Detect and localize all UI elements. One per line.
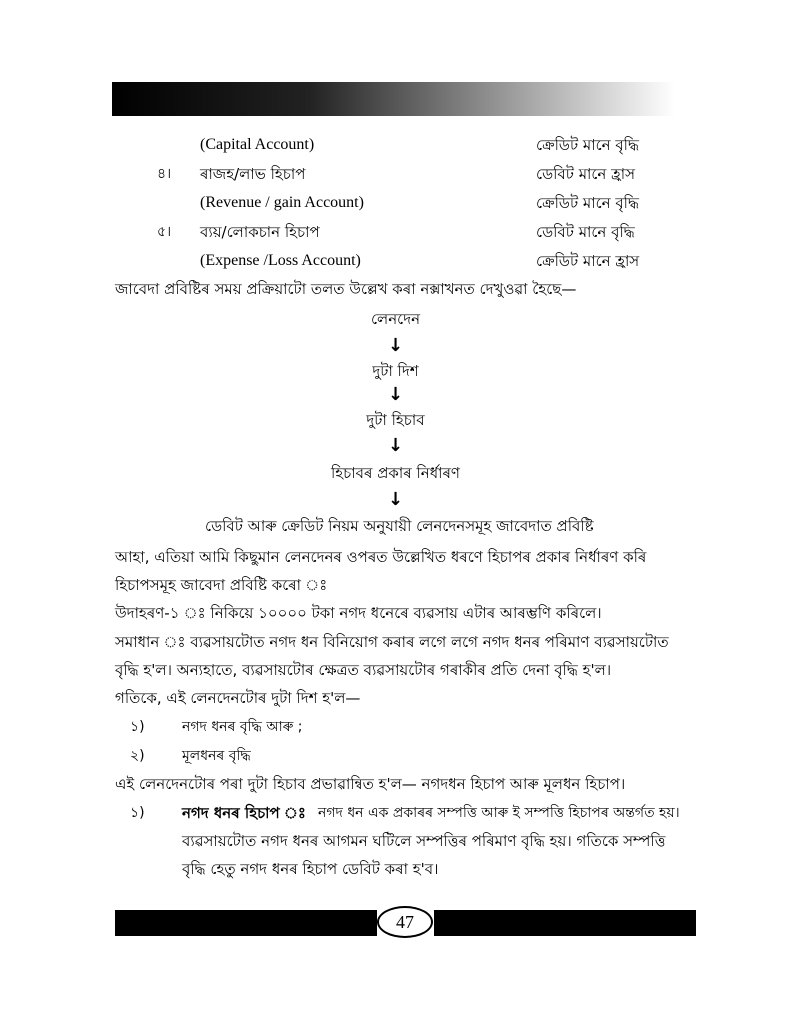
- flow-step: হিচাবৰ প্ৰকাৰ নিৰ্ধাৰণ: [331, 464, 460, 482]
- down-arrow-icon: ↓: [387, 435, 404, 456]
- flow-step: ডেবিট আৰু ক্ৰেডিট নিয়ম অনুযায়ী লেনদেনসমূহ জাবেদাত প্ৰবিষ্টি: [205, 517, 594, 535]
- header-gradient-bar: [112, 82, 675, 116]
- list-number: ১): [130, 719, 145, 735]
- page-number: 47: [377, 906, 433, 938]
- list-item: নগদ ধনৰ বৃদ্ধি আৰু ;: [182, 719, 303, 735]
- cash-account-text: নগদ ধন এক প্ৰকাৰৰ সম্পত্তি আৰু ই সম্পত্তি হিচাপৰ অন্তৰ্গত হয়।: [318, 805, 680, 821]
- list-number: ১): [130, 805, 145, 821]
- footer-bar-right: [434, 910, 696, 936]
- intro-line: জাবেদা প্ৰবিষ্টিৰ সময় প্ৰক্ৰিয়াটো তলত উল্লেখ কৰা নক্সাখনত দেখুওৱা হৈছে—: [115, 280, 577, 298]
- affected-accounts-line: এই লেনদেনটোৰ পৰা দুটা হিচাব প্ৰভাৱান্বিত হ'ল— নগদধন হিচাপ আৰু মূলধন হিচাপ।: [115, 775, 626, 793]
- account-name: ৰাজহ/লাভ হিচাপ: [200, 165, 306, 183]
- solution-line: বৃদ্ধি হ'ল। অন্যহাতে, ব্যৱসায়টোৰ ক্ষেত্ৰত ব্যৱসায়টোৰ গৰাকীৰ প্ৰতি দেনা বৃদ্ধি হ'ল।: [115, 661, 612, 679]
- cash-account-text: বৃদ্ধি হেতু নগদ ধনৰ হিচাপ ডেবিট কৰা হ'ব।: [182, 860, 439, 878]
- footer-bar-left: [115, 910, 377, 936]
- paragraph-line: আহা, এতিয়া আমি কিছুমান লেনদেনৰ ওপৰত উল্লেখিত ধৰণে হিচাপৰ প্ৰকাৰ নিৰ্ধাৰণ কৰি: [115, 548, 647, 566]
- flow-step: লেনদেন: [370, 310, 421, 328]
- example-line: উদাহৰণ-১ ঃ নিকিয়ে ১০০০০ টকা নগদ ধনেৰে ব্যৱসায় এটাৰ আৰম্ভণি কৰিলে।: [115, 604, 602, 622]
- flow-step: দুটা হিচাব: [366, 411, 425, 429]
- account-rule: ক্ৰেডিট মানে বৃদ্ধি: [536, 136, 639, 154]
- paragraph-line: হিচাপসমূহ জাবেদা প্ৰবিষ্টি কৰো ঃ: [115, 576, 328, 594]
- list-number: ২): [130, 748, 145, 764]
- account-rule: ক্ৰেডিট মানে হ্ৰাস: [536, 252, 640, 270]
- down-arrow-icon: ↓: [387, 335, 404, 356]
- cash-account-text: ব্যৱসায়টোত নগদ ধনৰ আগমন ঘটিলে সম্পত্তিৰ পৰিমাণ বৃদ্ধি হয়। গতিকে সম্পত্তি: [182, 832, 666, 850]
- account-name: ব্যয়/লোকচান হিচাপ: [200, 223, 320, 241]
- list-item: মূলধনৰ বৃদ্ধি: [182, 748, 251, 764]
- flow-step: দুটা দিশ: [372, 362, 419, 380]
- solution-line: সমাধান ঃ ব্যৱসায়টোত নগদ ধন বিনিয়োগ কৰাৰ লগে লগে নগদ ধনৰ পৰিমাণ ব্যৱসায়টোত: [115, 633, 669, 651]
- account-name: (Revenue / gain Account): [200, 194, 364, 211]
- account-number: ৪।: [157, 166, 172, 182]
- account-name: (Expense /Loss Account): [200, 252, 361, 269]
- account-rule: ডেবিট মানে বৃদ্ধি: [536, 223, 635, 241]
- down-arrow-icon: ↓: [387, 384, 404, 405]
- account-rule: ক্ৰেডিট মানে বৃদ্ধি: [536, 194, 639, 212]
- solution-line: গতিকে, এই লেনদেনটোৰ দুটা দিশ হ'ল—: [115, 689, 361, 707]
- account-rule: ডেবিট মানে হ্ৰাস: [536, 165, 636, 183]
- down-arrow-icon: ↓: [387, 489, 404, 510]
- cash-account-title: নগদ ধনৰ হিচাপ ঃ: [182, 804, 306, 822]
- account-name: (Capital Account): [200, 136, 315, 153]
- account-number: ৫।: [157, 224, 172, 240]
